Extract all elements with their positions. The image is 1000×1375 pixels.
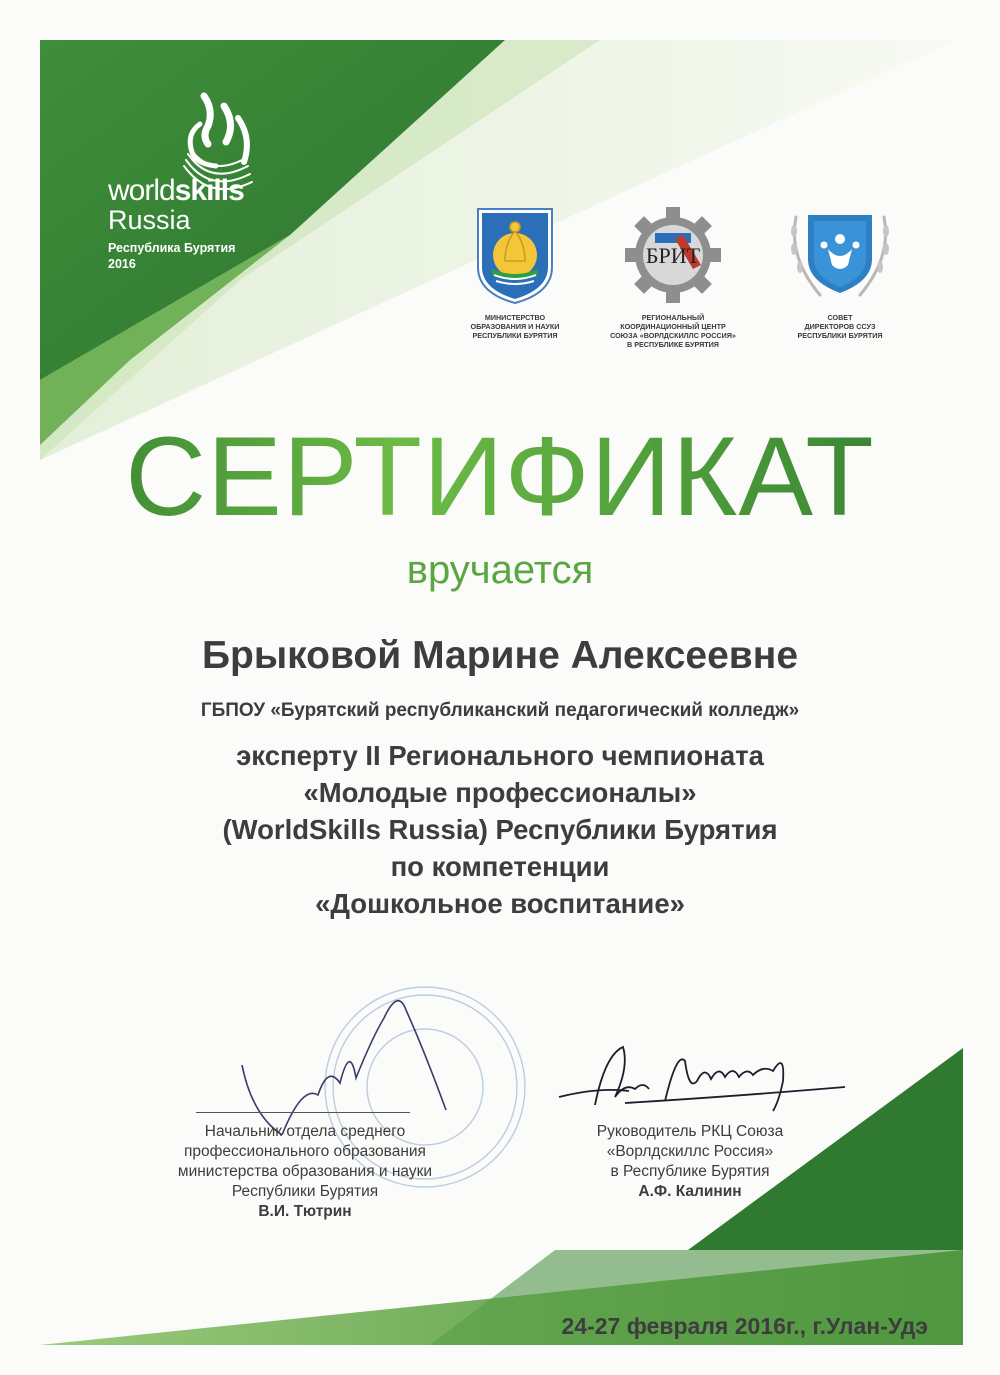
buryatia-coat-of-arms-icon: [470, 205, 560, 305]
org-coordination-center: [598, 205, 748, 349]
directors-council-emblem-icon: [780, 205, 900, 305]
brit-gear-logo: [623, 205, 723, 305]
signature-right: [555, 1045, 855, 1125]
org-directors-council-caption: СОВЕТ ДИРЕКТОРОВ ССУЗ РЕСПУБЛИКИ БУРЯТИЯ: [797, 313, 883, 340]
award-description: [0, 737, 1000, 922]
org-coordination-center-caption: РЕГИОНАЛЬНЫЙ КООРДИНАЦИОННЫЙ ЦЕНТР СОЮЗА «ВОРЛДСКИЛЛС РОССИЯ» В РЕСПУБЛИКЕ БУРЯТИЯ: [610, 313, 736, 349]
certificate-title: СЕРТИФИКАТ: [0, 412, 1000, 542]
worldskills-region: Республика Бурятия: [108, 241, 236, 255]
signatory-title-line: Руководитель РКЦ Союза: [596, 1123, 784, 1140]
signatory-left: [140, 1122, 470, 1222]
date-and-place: 24-27 февраля 2016г., г.Улан-Удэ: [561, 1313, 928, 1339]
worldskills-country: Russia: [108, 205, 191, 235]
signatory-title-line: Республики Бурятия: [231, 1183, 379, 1200]
description-line: «Дошкольное воспитание»: [315, 888, 685, 919]
signatory-title-line: министерства образования и науки: [177, 1163, 433, 1180]
description-line: эксперту II Регионального чемпионата: [236, 740, 764, 771]
signatory-title-line: в Республике Бурятия: [610, 1163, 770, 1180]
description-line: (WorldSkills Russia) Республики Бурятия: [222, 814, 778, 845]
signatory-name: В.И. Тютрин: [258, 1203, 352, 1220]
signatory-title-line: профессионального образования: [184, 1143, 426, 1160]
signatory-name: А.Ф. Калинин: [638, 1183, 742, 1200]
description-line: «Молодые профессионалы»: [303, 777, 697, 808]
recipient-institution: ГБПОУ «Бурятский республиканский педагогический колледж»: [200, 700, 800, 721]
recipient-name: Брыковой Марине Алексеевне: [201, 634, 799, 677]
signatory-title-line: «Ворлдскиллс Россия»: [606, 1143, 774, 1160]
org-ministry-caption: МИНИСТЕРСТВО ОБРАЗОВАНИЯ И НАУКИ РЕСПУБЛИКИ БУРЯТИЯ: [470, 313, 560, 340]
description-line: по компетенции: [390, 851, 610, 882]
worldskills-wordmark: worldskills: [108, 174, 244, 207]
certificate-subtitle: вручается: [406, 548, 594, 592]
signatory-title-line: Начальник отдела среднего: [204, 1123, 406, 1140]
worldskills-year: 2016: [108, 257, 136, 271]
org-directors-council: [765, 205, 915, 340]
signature-line-left: [196, 1112, 410, 1113]
brit-logo-text: БРИТ: [645, 243, 701, 268]
signatory-right: [560, 1122, 820, 1202]
org-ministry: [440, 205, 590, 340]
